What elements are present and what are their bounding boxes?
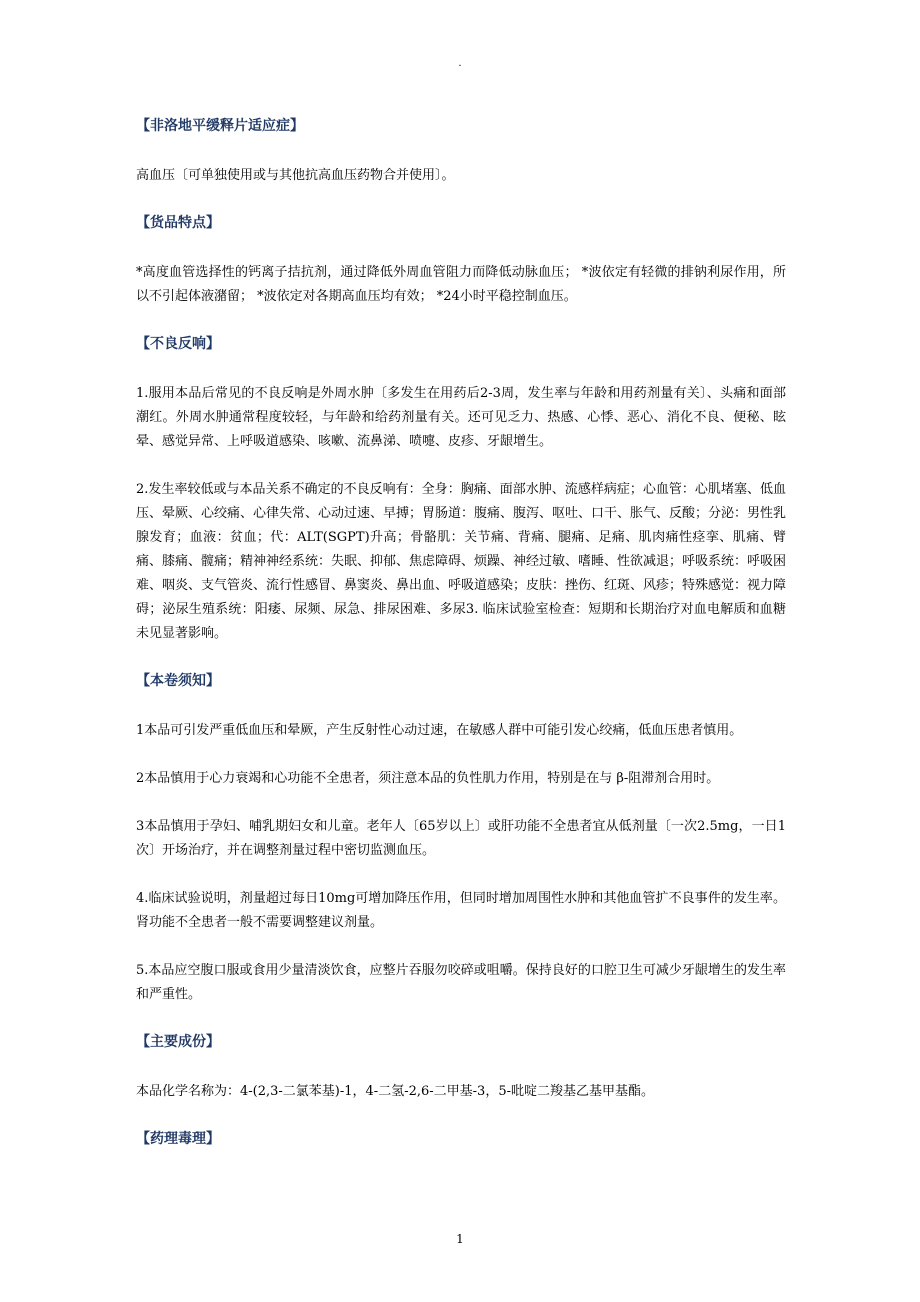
paragraph-precaution-4: 4.临床试验说明，剂量超过每日10mg可增加降压作用，但同时增加周围性水肿和其他血管扩不良事件的发生率。肾功能不全患者一般不需要调整建议剂量。	[136, 891, 786, 930]
paragraph-precaution-1: 1本品可引发严重低血压和晕厥，产生反射性心动过速，在敏感人群中可能引发心绞痛，低血压患者慎用。	[136, 723, 743, 738]
paragraph-precaution-5: 5.本品应空腹口服或食用少量清淡饮食，应整片吞服勿咬碎或咀嚼。保持良好的口腔卫生可减少牙龈增生的发生率和严重性。	[136, 963, 786, 1002]
paragraph-precaution-3: 3本品慎用于孕妇、哺乳期妇女和儿童。老年人〔65岁以上〕或肝功能不全患者宜从低剂量〔一次2.5mg，一日1次〕开场治疗，并在调整剂量过程中密切监测血压。	[136, 819, 786, 858]
heading-precautions: 【本卷须知】	[136, 673, 220, 689]
heading-pharmacology: 【药理毒理】	[136, 1131, 220, 1147]
paragraph-precaution-2: 2本品慎用于心力衰竭和心功能不全患者，须注意本品的负性肌力作用，特别是在与 β-阻滞剂合用时。	[136, 771, 720, 786]
paragraph-features: *高度血管选择性的钙离子拮抗剂，通过降低外周血管阻力而降低动脉血压； *波依定有轻微的排钠利尿作用，所以不引起体液潴留； *波依定对各期高血压均有效； *24小时平稳控制血压。	[136, 265, 786, 304]
paragraph-indications: 高血压〔可单独使用或与其他抗高血压药物合并使用〕。	[136, 168, 455, 183]
paragraph-adverse-1: 1.服用本品后常见的不良反响是外周水肿〔多发生在用药后2-3周，发生率与年龄和用药剂量有关〕、头痛和面部潮红。外周水肿通常程度较轻，与年龄和给药剂量有关。还可见乏力、热感、心悸、恶心、消化不良、便秘、眩晕、感觉异常、上呼吸道感染、咳嗽、流鼻涕、喷嚏、皮疹、牙龈增生。	[136, 386, 786, 449]
heading-ingredients: 【主要成份】	[136, 1034, 220, 1050]
heading-features: 【货品特点】	[136, 215, 220, 231]
paragraph-ingredients: 本品化学名称为：4-(2,3-二氯苯基)-1，4-二氢-2,6-二甲基-3，5-吡啶二羧基乙基甲基酯。	[136, 1084, 654, 1099]
heading-indications: 【非洛地平缓释片适应症】	[136, 118, 304, 134]
document-body	[136, 115, 786, 1177]
page-number: 1	[456, 1232, 464, 1246]
header-mark: .	[458, 58, 462, 69]
paragraph-adverse-2: 2.发生率较低或与本品关系不确定的不良反响有：全身：胸痛、面部水肿、流感样病症；心血管：心肌堵塞、低血压、晕厥、心绞痛、心律失常、心动过速、早搏；胃肠道：腹痛、腹泻、呕吐、口干、胀气、反酸；分泌：男性乳腺发育；血液：贫血；代：ALT(SGPT)升高；骨骼肌：关节痛、背痛、腿痛、足痛、肌肉痛性痉挛、肌痛、臂痛、膝痛、髋痛；精神神经系统：失眠、抑郁、焦虑障碍、烦躁、神经过敏、嗜睡、性欲减退；呼吸系统：呼吸困难、咽炎、支气管炎、流行性感冒、鼻窦炎、鼻出血、呼吸道感染；皮肤：挫伤、红斑、风疹；特殊感觉：视力障碍；泌尿生殖系统：阳痿、尿频、尿急、排尿困难、多尿3. 临床试验室检查：短期和长期治疗对血电解质和血糖未见显著影响。	[136, 482, 787, 641]
heading-adverse-reactions: 【不良反响】	[136, 336, 220, 352]
